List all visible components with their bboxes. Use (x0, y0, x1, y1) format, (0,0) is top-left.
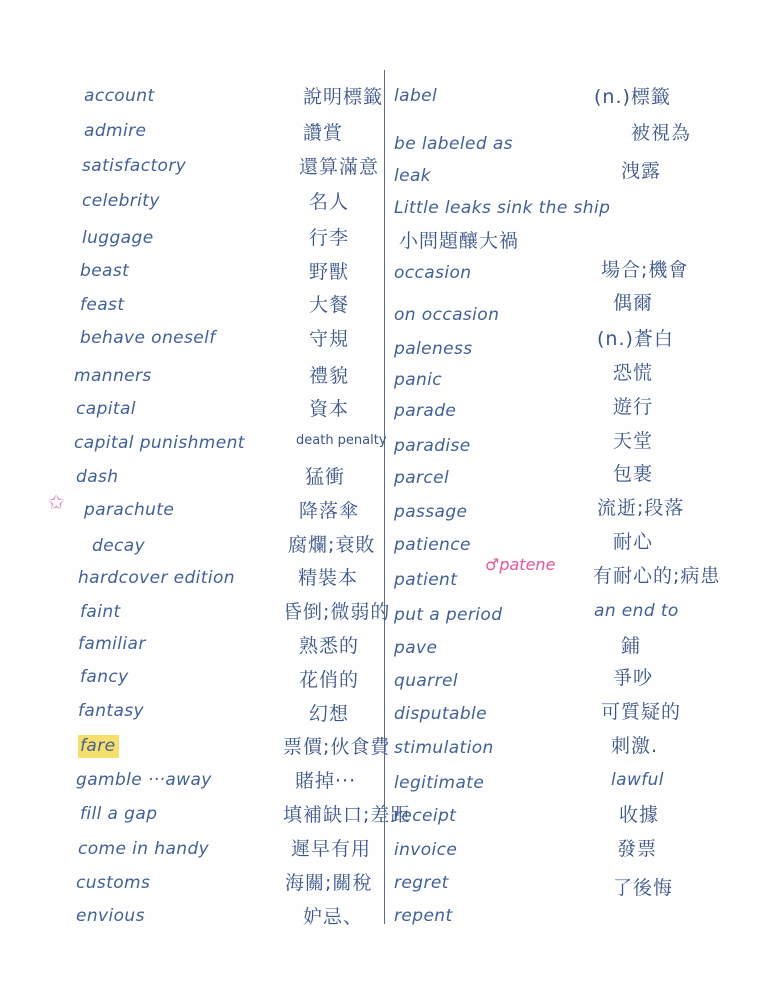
vocabulary-entry: capital (76, 399, 136, 419)
vocabulary-entry: account (84, 86, 155, 106)
vocabulary-entry: capital punishment (74, 433, 245, 453)
vocabulary-entry: (n.)蒼白 (597, 328, 674, 350)
vocabulary-entry: be labeled as (394, 134, 513, 154)
vocabulary-entry: satisfactory (82, 156, 187, 176)
vocabulary-entry: 行李 (309, 227, 350, 249)
vocabulary-entry: 猛衝 (305, 466, 346, 488)
vocabulary-entry: put a period (394, 605, 503, 625)
vocabulary-entry: 海關;關稅 (285, 872, 373, 894)
vocabulary-entry: 名人 (309, 191, 350, 213)
vocabulary-entry: 守規 (309, 328, 350, 350)
vocabulary-entry: 流逝;段落 (597, 497, 685, 519)
vocabulary-entry: death penalty (296, 433, 387, 448)
highlighted-text: fare (78, 735, 119, 758)
vocabulary-entry: hardcover edition (78, 568, 235, 588)
pink-annotation-note: ♂patene (485, 555, 556, 574)
vocabulary-entry: paradise (394, 436, 471, 456)
vocabulary-entry: an end to (594, 601, 679, 621)
vocabulary-entry: dash (76, 467, 119, 487)
vocabulary-entry: repent (394, 906, 453, 926)
vocabulary-entry: 收據 (619, 804, 660, 826)
vocabulary-entry: parcel (394, 468, 450, 488)
vocabulary-entry: fill a gap (80, 804, 158, 824)
vocabulary-entry: 天堂 (613, 430, 654, 452)
vocabulary-entry: 小問題釀大禍 (399, 230, 520, 252)
vocabulary-entry: beast (80, 261, 130, 281)
vocabulary-entry: receipt (394, 806, 457, 826)
vocabulary-entry: 腐爛;衰敗 (288, 534, 376, 556)
vocabulary-entry: 有耐心的;病患 (593, 565, 721, 587)
vocabulary-entry: 野獸 (309, 261, 350, 283)
vocabulary-entry: 被視為 (631, 122, 692, 144)
vocabulary-entry: celebrity (82, 191, 160, 211)
vocabulary-entry: parachute (84, 500, 175, 520)
vocabulary-entry: 了後悔 (613, 877, 674, 899)
vocabulary-entry: stimulation (394, 738, 494, 758)
star-marker-icon: ✩ (48, 490, 65, 514)
vocabulary-entry: (n.)標籤 (594, 86, 671, 108)
vocabulary-entry: regret (394, 873, 449, 893)
vocabulary-entry: parade (394, 401, 457, 421)
vocabulary-entry: passage (394, 502, 468, 522)
vocabulary-entry: 還算滿意 (299, 156, 380, 178)
vocabulary-entry: 妒忌、 (303, 906, 364, 928)
vocabulary-entry: decay (92, 536, 146, 556)
vocabulary-entry: 包裹 (613, 463, 654, 485)
vocabulary-entry: 耐心 (613, 531, 654, 553)
vocabulary-entry: 幻想 (309, 703, 350, 725)
vocabulary-entry: pave (394, 638, 438, 658)
vocabulary-entry: fancy (80, 667, 129, 687)
vocabulary-entry: 爭吵 (613, 667, 654, 689)
vocabulary-entry: panic (394, 370, 443, 390)
vocabulary-entry: come in handy (78, 839, 210, 859)
vocabulary-entry: 發票 (617, 838, 658, 860)
vocabulary-entry: paleness (394, 339, 473, 359)
vocabulary-entry: 讚賞 (303, 122, 344, 144)
vocabulary-entry: lawful (611, 770, 664, 790)
vocabulary-entry: behave oneself (80, 328, 216, 348)
vocabulary-entry: 遊行 (613, 396, 654, 418)
vocabulary-entry: admire (84, 121, 147, 141)
vocabulary-entry: 大餐 (309, 294, 350, 316)
vocabulary-entry (78, 738, 119, 755)
vocabulary-entry: customs (76, 873, 151, 893)
vocabulary-entry: occasion (394, 263, 472, 283)
vocabulary-entry: patience (394, 535, 471, 555)
vocabulary-entry: 遲早有用 (291, 838, 372, 860)
vocabulary-entry: 恐慌 (613, 362, 654, 384)
vocabulary-entry: quarrel (394, 671, 458, 691)
vocabulary-entry: 花俏的 (299, 669, 360, 691)
vocabulary-entry: feast (80, 295, 125, 315)
vocabulary-entry: 降落傘 (299, 500, 360, 522)
vocabulary-entry: 填補缺口;差距 (283, 804, 411, 826)
vocabulary-entry: manners (74, 366, 152, 386)
vocabulary-entry: 昏倒;微弱的 (283, 601, 391, 623)
vocabulary-entry: invoice (394, 840, 458, 860)
vocabulary-entry: envious (76, 906, 145, 926)
vocabulary-entry: 禮貌 (309, 365, 350, 387)
vocabulary-entry: familiar (78, 634, 146, 654)
vocabulary-entry: gamble ···away (76, 770, 212, 790)
vocabulary-entry: on occasion (394, 305, 500, 325)
vocabulary-entry: 洩露 (621, 160, 662, 182)
vocabulary-entry: 資本 (309, 398, 350, 420)
vocabulary-entry: 票價;伙食費 (283, 736, 391, 758)
vocabulary-entry: Little leaks sink the ship (394, 198, 611, 218)
vocabulary-entry: luggage (82, 228, 154, 248)
vocabulary-entry: 說明標籤 (303, 86, 384, 108)
vocabulary-entry: legitimate (394, 773, 485, 793)
vocabulary-entry: 場合;機會 (601, 259, 689, 281)
vocabulary-entry: label (394, 86, 438, 106)
vocabulary-entry: 賭掉··· (295, 770, 357, 792)
vocabulary-entry: 刺激. (611, 735, 659, 757)
vocabulary-entry: 精裝本 (298, 567, 359, 589)
vocabulary-entry: faint (80, 602, 121, 622)
vertical-divider (384, 70, 385, 924)
vocabulary-entry: leak (394, 166, 432, 186)
vocabulary-entry: 熟悉的 (299, 635, 360, 657)
vocabulary-entry: 可質疑的 (601, 701, 682, 723)
vocabulary-entry: disputable (394, 704, 487, 724)
vocabulary-entry: fantasy (78, 701, 144, 721)
vocabulary-entry: patient (394, 570, 458, 590)
vocabulary-entry: 鋪 (621, 635, 642, 657)
vocabulary-entry: 偶爾 (613, 292, 654, 314)
